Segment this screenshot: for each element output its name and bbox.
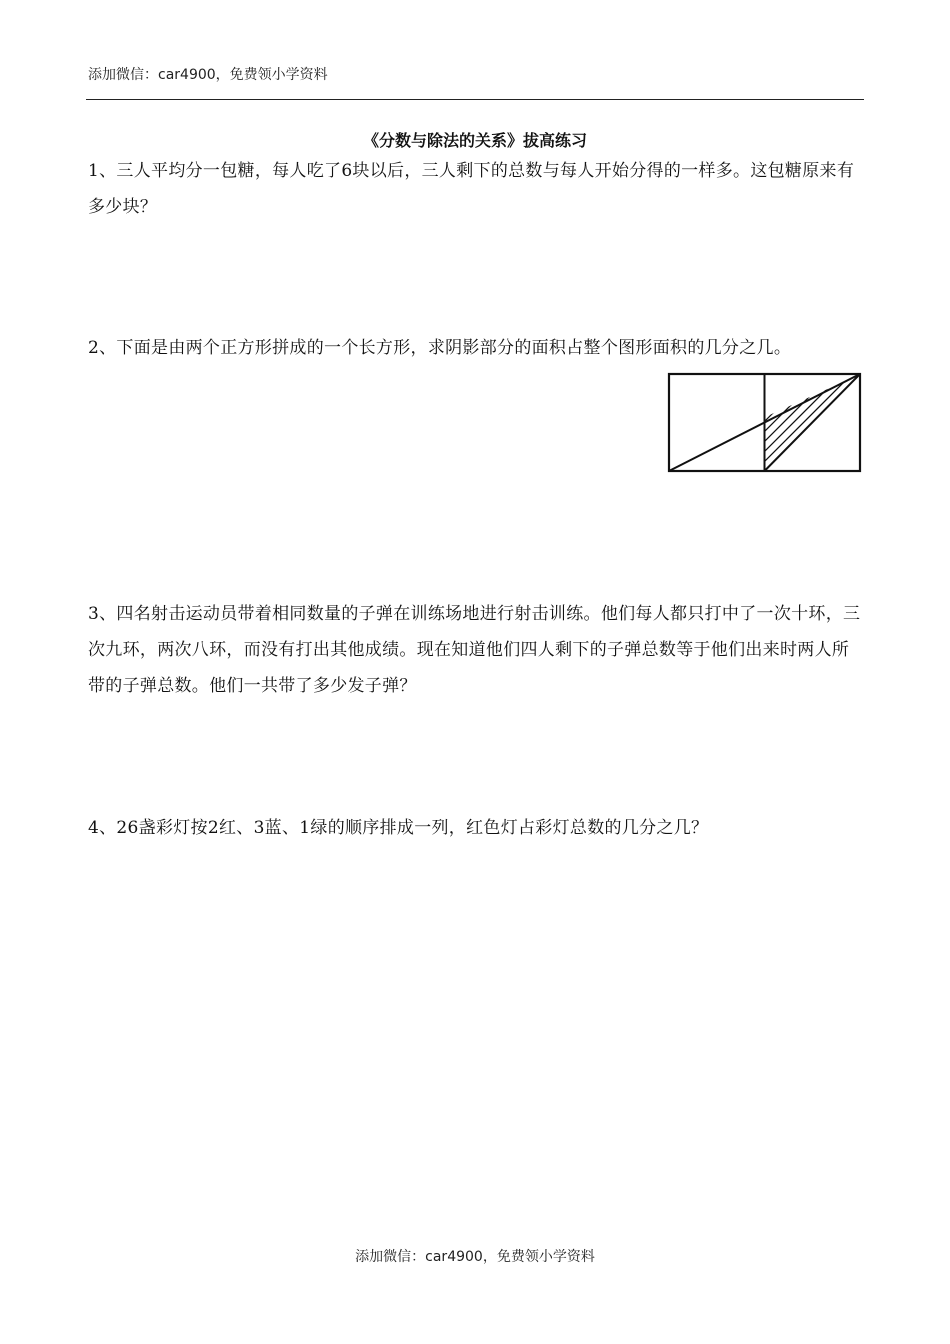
header-note: 添加微信：car4900，免费领小学资料: [88, 67, 328, 83]
square-diagonal: [765, 374, 861, 471]
question-4: 4、26盏彩灯按2红、3蓝、1绿的顺序排成一列，红色灯占彩灯总数的几分之几？: [88, 818, 709, 838]
question-1: 1、三人平均分一包糖，每人吃了6块以后，三人剩下的总数与每人开始分得的一样多。这包糖原来有多少块？: [88, 161, 855, 217]
two-squares-diagram: [666, 370, 864, 476]
page-title: 《分数与除法的关系》拔高练习: [362, 131, 587, 150]
two-squares-figure: [666, 370, 864, 480]
question-2: 2、下面是由两个正方形拼成的一个长方形，求阴影部分的面积占整个图形面积的几分之几。: [88, 338, 792, 358]
question-3: 3、四名射击运动员带着相同数量的子弹在训练场地进行射击训练。他们每人都只打中了一次十环，三次九环，两次八环，而没有打出其他成绩。现在知道他们四人剩下的子弹总数等于他们出来时两人所带的子弹总数。他们一共带了多少发子弹？: [88, 604, 861, 696]
header-divider: [86, 99, 864, 100]
footer-note: 添加微信：car4900，免费领小学资料: [355, 1249, 595, 1265]
